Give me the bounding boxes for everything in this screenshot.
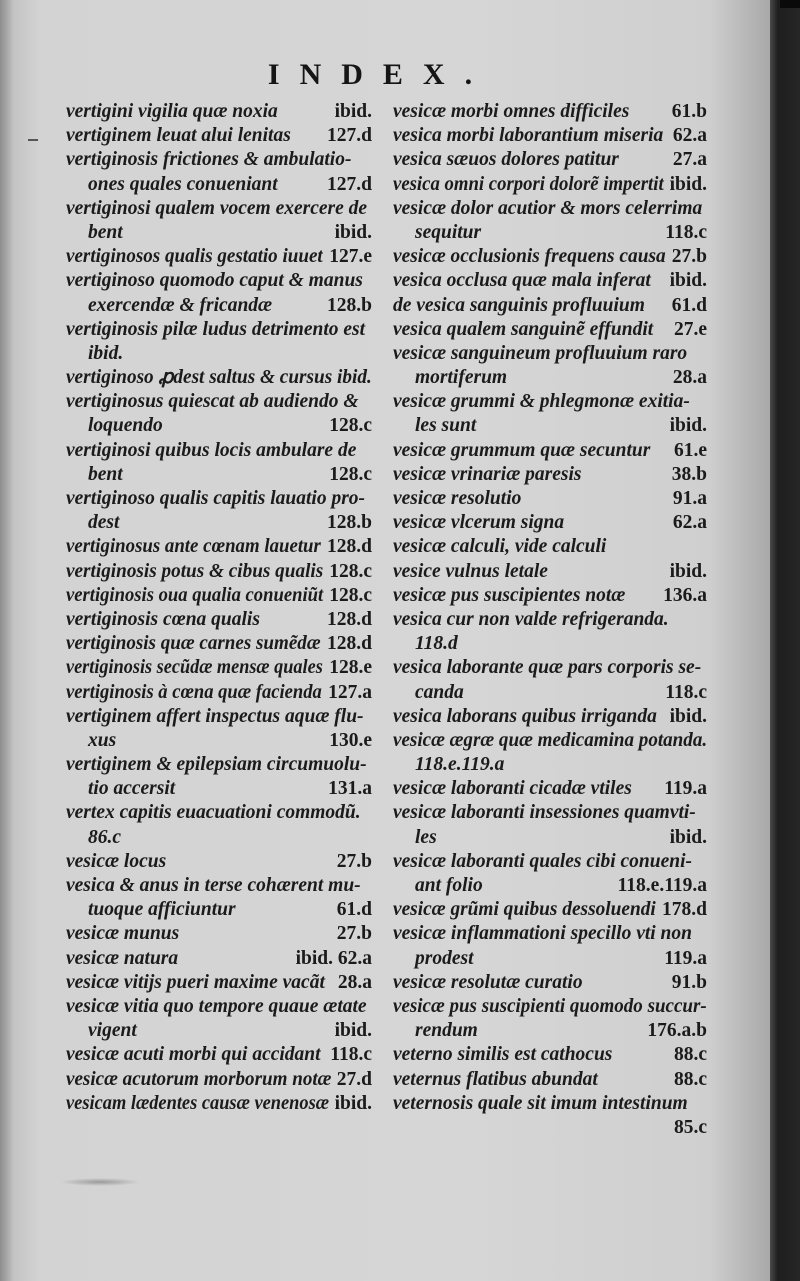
index-entry-text: canda [415,681,464,703]
index-entry-ref: 61.e [673,439,707,461]
index-entry-text: vesica laborans quibus irriganda [393,705,657,727]
index-entry-text: vertiginoso qualis capitis lauatio pro- [66,488,366,509]
index-entry [66,1068,372,1092]
index-entry-text: vesicæ pus suscipienti quomodo succur- [393,995,707,1017]
index-entry-text: vertex capitis euacuationi commodũ. [66,802,361,824]
index-entry [66,801,372,825]
index-entry [66,898,372,922]
index-entry-text: vertiginosus quiescat ab audiendo & [66,391,359,413]
index-entry-ref: 118.c [665,681,707,703]
index-entry-text: vertiginosis secũdæ mensæ quales [66,657,323,679]
index-entry [66,511,372,535]
index-entry-ref: ibid. 62.a [295,947,372,969]
index-entry-text: vesice vulnus letale [393,560,548,582]
index-entry [393,681,707,705]
index-entry-ref: 178.d [662,899,707,921]
index-entry [393,898,707,922]
index-entry-ref: 118.e.119.a [617,875,707,896]
index-entry [393,390,707,414]
index-entry-text: vesicæ munus [66,923,180,945]
index-entry-text: veterno similis est cathocus [393,1044,613,1066]
index-entry-text: 118.d [415,633,458,655]
index-entry-ref: ibid. [669,826,707,848]
index-entry-text: vertiginosis cœna qualis [66,608,260,630]
index-entry-ref: 118.c [330,1044,372,1066]
index-entry [393,535,707,559]
index-entry-text: vertiginem leuat alui lenitas [66,125,291,147]
index-entry [393,1092,707,1116]
index-entry [66,221,372,245]
index-entry-ref: 128.d [327,633,372,655]
index-entry-ref: 88.c [673,1044,707,1066]
index-entry [66,681,372,705]
index-entry [66,656,372,680]
index-entry [393,850,707,874]
index-entry-text: mortiferum [415,367,508,389]
index-entry-text: vesicæ acuti morbi qui accidant [66,1044,321,1066]
index-entry-ref: 136.a [663,584,707,606]
index-entry-text: vesicæ occlusionis frequens causa [393,246,666,268]
index-entry-text: vertiginem & epilepsiam circumuolu- [66,754,367,776]
index-entry [393,511,707,535]
index-entry-text: tuoque afficiuntur [88,899,236,921]
index-entry-text: vesicæ grummi & phlegmonæ exitia- [393,391,690,413]
index-entry-text: vesicæ ægræ quæ medicamina potanda. [393,729,708,751]
index-entry-text: vesicæ vitia quo tempore quaue ætate [66,995,367,1017]
index-entry [393,487,707,511]
index-entry-text: vertiginoso quomodo caput & manus [66,270,363,292]
index-entry-text: ant folio [415,875,483,896]
index-entry [66,777,372,801]
index-entry [66,632,372,656]
index-entry [66,269,372,293]
index-entry [66,705,372,729]
index-entry [66,148,372,172]
index-entry [393,995,707,1019]
index-entry-text: vesicæ inflammationi specillo vti non [393,923,692,945]
index-entry-text: vesicæ resolutæ curatio [393,971,583,993]
index-entry-text: tio accersit [88,778,176,800]
index-entry-text: vesica & anus in terse cohærent mu- [66,875,361,896]
index-entry-ref: 38.b [671,463,707,485]
index-entry-text: les [415,826,437,848]
index-entry [66,1019,372,1043]
index-entry [66,584,372,608]
index-entry [393,173,707,197]
index-entry-ref: 130.e [329,729,372,751]
index-entry-text: veternus flatibus abundat [393,1068,598,1090]
index-entry-ref: ibid. [669,270,707,292]
index-entry-text: vertiginosis à cœna quæ facienda [66,681,322,703]
index-entry-text: les sunt [415,415,477,437]
index-entry-ref: 27.b [336,923,372,945]
index-entry-ref: 128.c [329,584,372,606]
index-entry-ref: 128.c [329,463,372,485]
index-entry-text: vesicæ locus [66,850,167,872]
index-entry-ref: 119.a [664,947,707,969]
ink-smudge [60,1178,140,1186]
index-entry [393,874,707,898]
index-entry [66,535,372,559]
index-entry-ref: 91.a [672,488,707,509]
index-entry [66,874,372,898]
index-entry [393,753,707,777]
index-entry [66,390,372,414]
index-entry-text: vertiginoso ꝓdest saltus & cursus ibid. [66,367,372,389]
index-entry [393,777,707,801]
index-entry-ref: 27.b [336,850,372,872]
index-entry [393,729,707,753]
index-entry-text: vertiginosis frictiones & ambulatio- [66,149,352,171]
index-entry-text: vertiginosis quæ carnes sumẽdæ [66,633,321,655]
index-entry [393,1116,707,1140]
index-entry-text: vesicæ calculi, vide calculi [393,536,607,558]
index-entry [66,1092,372,1116]
index-entry-text: vertiginosis pilæ ludus detrimento est [66,318,366,340]
index-entry-ref: 27.e [673,318,707,340]
index-entry-text: vesicam lædentes causæ venenosæ [66,1092,330,1114]
index-entry [66,1043,372,1067]
index-entry [393,826,707,850]
index-entry-ref: 61.d [671,294,707,316]
index-entry-ref: 131.a [328,778,372,800]
index-entry [66,414,372,438]
index-entry [393,1043,707,1067]
index-entry [393,1019,707,1043]
index-entry-text: xus [88,729,117,751]
index-entry-text: veternosis quale sit imum intestinum [393,1092,688,1114]
book-edge-corner [780,0,800,8]
index-entry-text: 118.e.119.a [415,754,505,776]
index-entry-ref: 128.c [329,415,372,437]
index-entry [393,342,707,366]
index-entry-text: vesicæ natura [66,947,179,969]
index-entry-text: ones quales conueniant [88,173,278,195]
index-entry-text: vesica omni corpori dolorẽ impertit [393,173,664,195]
index-entry-text: vertiginosi quibus locis ambulare de [66,439,357,461]
index-entry-text: vesicæ morbi omnes difficiles [393,101,630,122]
index-entry-text: vesicæ grũmi quibus dessoluendi [393,899,656,921]
index-entry-text: vesica morbi laborantium miseria [393,125,664,147]
index-entry-ref: ibid. [334,1020,372,1042]
index-entry [393,318,707,342]
index-entry-text: vesica cur non valde refrigeranda. [393,608,669,630]
index-entry-text: vesicæ resolutio [393,488,522,509]
index-entry-text: vertiginosi qualem vocem exercere de [66,197,368,219]
index-entry-ref: 62.a [672,512,707,534]
index-entry-text: dest [88,512,120,534]
margin-mark [28,139,38,141]
index-entry [66,560,372,584]
index-entry [393,414,707,438]
index-entry-ref: 128.e [329,657,372,679]
index-entry-ref: 176.a.b [647,1020,707,1042]
index-entry [393,584,707,608]
index-entry-ref: 128.d [327,536,372,558]
book-edge [770,0,800,1281]
index-entry-text: vesicæ grummum quæ secuntur [393,439,651,461]
index-entry-text: vertigini vigilia quæ noxia [66,101,278,122]
index-entry-ref: 27.d [336,1068,372,1090]
index-entry [66,850,372,874]
index-entry [66,124,372,148]
index-entry-ref: 85.c [673,1116,707,1138]
index-entry-ref: 127.a [328,681,372,703]
index-entry-ref: 61.b [671,101,707,122]
index-entry [393,148,707,172]
index-entry-text: exercendæ & fricandæ [88,294,273,316]
index-entry [393,269,707,293]
index-entry-ref: ibid. [334,1092,372,1114]
index-entry-ref: 128.d [327,608,372,630]
index-entry [393,124,707,148]
index-entry [66,753,372,777]
index-entry [66,826,372,850]
index-entry-text: vertiginosis potus & cibus qualis [66,560,324,582]
index-entry-text: vigent [88,1020,137,1042]
index-entry [393,632,707,656]
index-entry-text: ibid. [88,342,124,364]
index-entry-ref: 128.c [329,560,372,582]
index-entry [66,342,372,366]
index-entry [66,366,372,390]
index-entry [393,100,707,124]
index-entry [393,463,707,487]
index-entry-text: vesica qualem sanguinẽ effundit [393,318,654,340]
index-entry-text: vesicæ laboranti cicadæ vtiles [393,778,632,800]
index-entry-text: prodest [415,947,474,969]
index-entry-ref: 61.d [336,899,372,921]
index-entry-ref: ibid. [669,705,707,727]
index-entry-text: vesicæ vitijs pueri maxime vacãt [66,971,325,993]
index-entry [393,922,707,946]
index-entry-ref: 128.b [327,294,372,316]
index-entry-text: vesica laborante quæ pars corporis se- [393,657,702,679]
index-entry-text: rendum [415,1020,478,1042]
index-entry-text: vertiginosos qualis gestatio iuuet [66,246,323,268]
index-entry-text: vesicæ pus suscipientes notæ [393,584,626,606]
index-entry [66,318,372,342]
index-entry [66,995,372,1019]
index-entry-ref: 28.a [672,367,707,389]
index-entry-text: vesicæ acutorum morborum notæ [66,1068,332,1090]
index-entry-text: vertiginosus ante cœnam lauetur [66,536,321,558]
index-entry-ref: 127.d [327,173,372,195]
index-entry-text: bent [88,221,123,243]
index-entry [393,197,707,221]
index-entry [66,608,372,632]
index-entry [66,294,372,318]
index-entry [393,801,707,825]
index-entry [393,656,707,680]
index-entry [66,245,372,269]
index-entry-text: vertiginem affert inspectus aquæ flu- [66,705,364,727]
index-entry-text: vesicæ laboranti quales cibi conueni- [393,850,692,872]
index-entry-text: 86.c [88,826,122,848]
index-entry-ref: 127.e [329,246,372,268]
index-entry-text: vesicæ dolor acutior & mors celerrima [393,197,703,219]
index-entry [393,245,707,269]
index-entry-text: vesicæ laboranti insessiones quamvti- [393,802,696,824]
index-entry-ref: ibid. [669,415,707,437]
index-entry [393,294,707,318]
index-entry-ref: ibid. [334,101,372,122]
index-entry [66,487,372,511]
index-entry [393,705,707,729]
index-entry-ref: ibid. [669,173,707,195]
index-column-right [393,100,707,1140]
index-entry-ref: 27.a [672,149,707,171]
index-entry [393,947,707,971]
index-entry [66,729,372,753]
index-entry [393,439,707,463]
index-entry-ref: 27.b [671,246,707,268]
index-entry [66,463,372,487]
index-entry-text: bent [88,463,123,485]
index-entry-ref: 28.a [337,971,372,993]
index-entry-ref: ibid. [334,221,372,243]
index-entry-ref: 127.d [327,125,372,147]
index-entry-text: vesicæ sanguineum profluuium raro [393,342,688,364]
index-entry [66,197,372,221]
index-entry-text: vesicæ vlcerum signa [393,512,565,534]
index-entry [66,922,372,946]
index-entry-text: vesica occlusa quæ mala inferat [393,270,651,292]
index-entry [66,947,372,971]
index-entry [393,221,707,245]
index-entry-text: sequitur [415,221,482,243]
index-entry [393,1068,707,1092]
index-entry-ref: ibid. [669,560,707,582]
index-column-left [66,100,372,1116]
index-entry [393,366,707,390]
index-entry-ref: 128.b [327,512,372,534]
index-entry [66,100,372,124]
index-entry-ref: 118.c [665,221,707,243]
index-entry-ref: 62.a [672,125,707,147]
index-entry-ref: 88.c [673,1068,707,1090]
page-title: INDEX. [267,58,493,91]
index-entry-text: vesica sæuos dolores patitur [393,149,619,171]
index-entry-text: loquendo [88,415,163,437]
index-entry-ref: 91.b [671,971,707,993]
index-entry-text: vertiginosis oua qualia conueniũt [66,584,324,606]
index-entry [393,608,707,632]
index-entry [393,560,707,584]
index-entry-text: vesicæ vrinariæ paresis [393,463,582,485]
index-entry-text: de vesica sanguinis profluuium [393,294,645,316]
index-entry [66,173,372,197]
index-entry-ref: 119.a [664,778,707,800]
index-entry [393,971,707,995]
index-entry [66,439,372,463]
index-entry [66,971,372,995]
